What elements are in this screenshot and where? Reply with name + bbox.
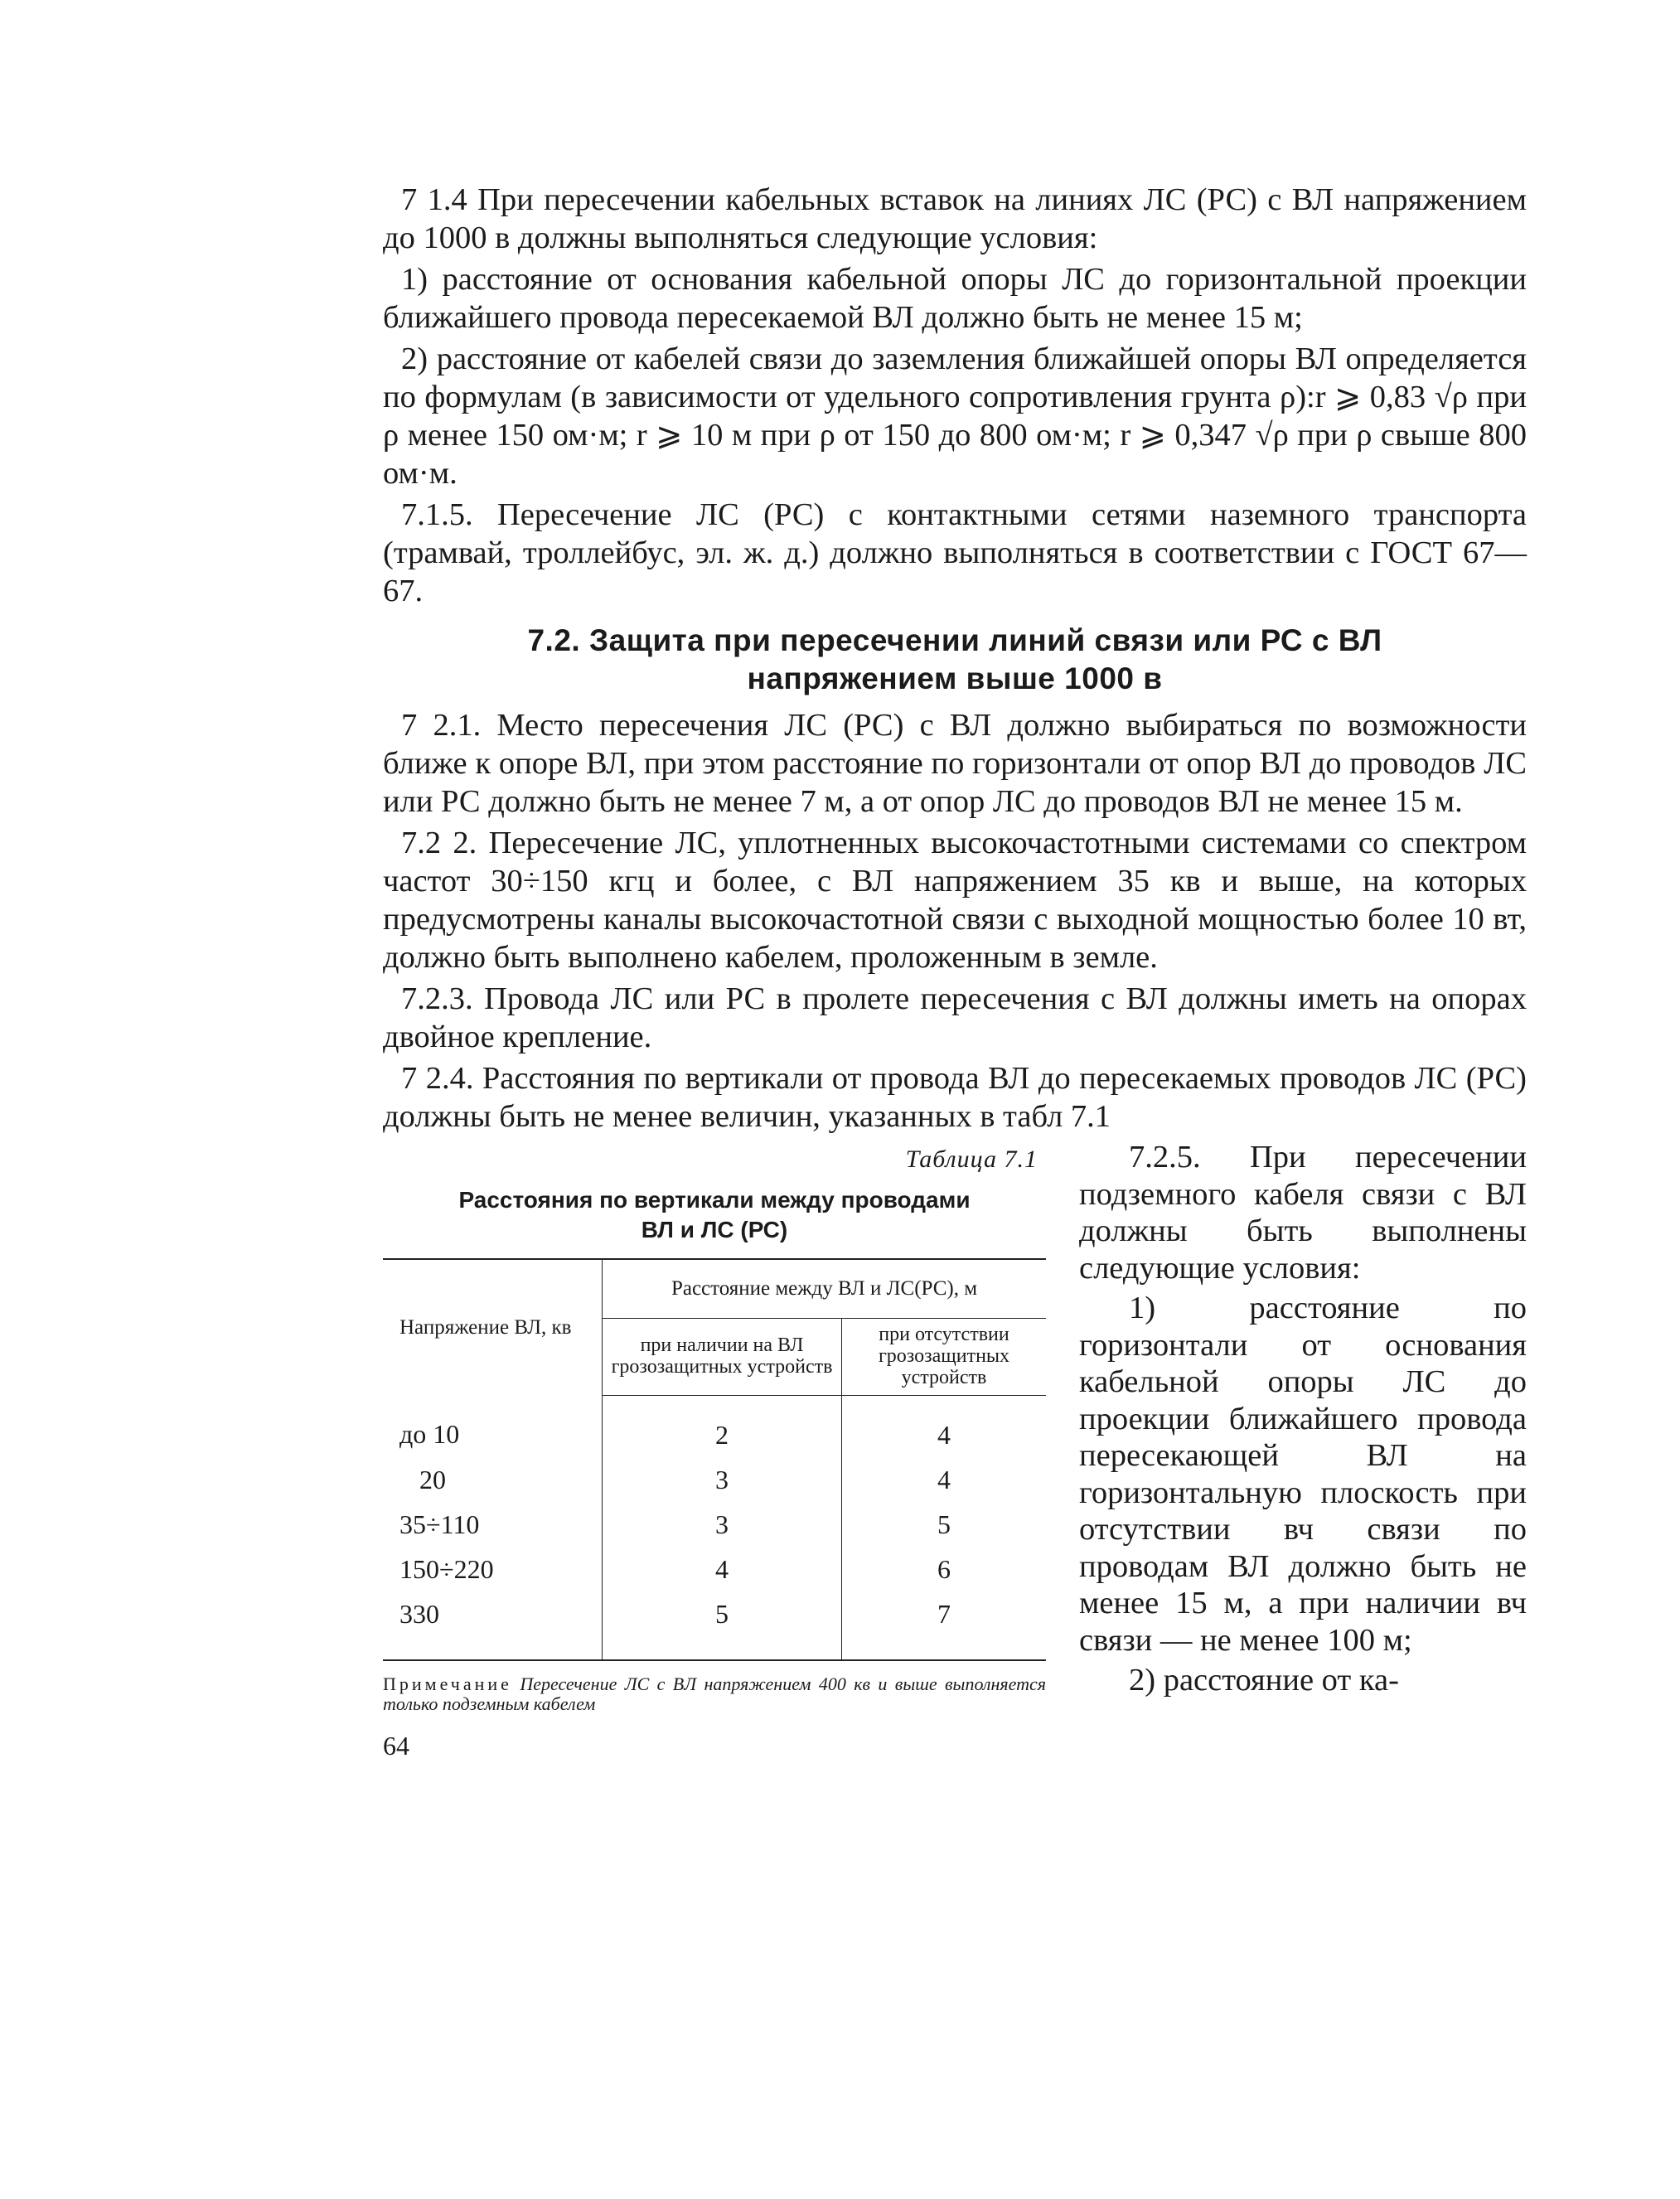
cell-voltage: 330	[383, 1591, 603, 1660]
column-header-without-protection: при отсутствии грозозащитных устройств	[842, 1319, 1047, 1396]
section-heading-7-2	[383, 622, 1527, 698]
table-note-lead: Примечание	[383, 1673, 512, 1694]
cell-voltage: 35÷110	[399, 1509, 480, 1539]
section-heading-line-1: 7.2. Защита при пересечении линий связи или РС с ВЛ	[527, 623, 1382, 657]
column-header-voltage: Напряжение ВЛ, кв	[383, 1259, 603, 1396]
column-group-header: Расстояние между ВЛ и ЛС(РС), м	[603, 1259, 1047, 1319]
cell-without-protection: 4	[937, 1419, 951, 1450]
table-row	[383, 1457, 1046, 1502]
paragraph-7-2-5: 7.2.5. При пересечении подземного кабеля связи с ВЛ должны быть выполнены следующие условия:	[1079, 1140, 1527, 1286]
table-title-line-1: Расстояния по вертикали между проводами	[458, 1187, 971, 1213]
cell-with-protection: 5	[603, 1591, 842, 1660]
table-row	[383, 1547, 1046, 1591]
cell-without-protection: 6	[937, 1553, 951, 1584]
table-label: Таблица 7.1	[905, 1146, 1038, 1173]
page-number: 64	[383, 1731, 409, 1761]
table-row	[383, 1396, 1046, 1458]
cell-voltage: 150÷220	[399, 1553, 494, 1584]
table-title-line-2: ВЛ и ЛС (РС)	[641, 1217, 788, 1242]
cell-voltage: до 10	[399, 1419, 460, 1450]
cell-with-protection: 3	[603, 1457, 842, 1502]
paragraph-7-2-5-item-1: 1) расстояние по горизонтали от основания кабельной опоры ЛС до проекции ближайшего провода пересекающей ВЛ на горизонтальную плоскость при отсутствии вч связи по проводам ВЛ должно быть не менее 15 м, а при наличии вч связи — не менее 100 м;	[1079, 1291, 1527, 1658]
table-column	[383, 1139, 1046, 1761]
table-row	[383, 1591, 1046, 1660]
cell-with-protection: 4	[603, 1547, 842, 1591]
cell-without-protection: 7	[842, 1591, 1047, 1660]
paragraph-7-2-1: 7 2.1. Место пересечения ЛС (РС) с ВЛ должно выбираться по возможности ближе к опоре ВЛ, при этом расстояние по горизонтали от опор ВЛ до проводов ЛС или РС должно быть не менее 7 м, а от опор ЛС до проводов ВЛ не менее 15 м.	[383, 708, 1527, 819]
table-title	[383, 1185, 1046, 1245]
paragraph-7-2-5-item-2: 2) расстояние от ка-	[1129, 1663, 1399, 1698]
cell-voltage: 20	[419, 1464, 446, 1494]
two-column-section	[383, 1139, 1527, 1761]
cell-with-protection: 2	[603, 1396, 842, 1458]
table-note-text: Пересечение ЛС с ВЛ напряжением 400 кв и выше выполняется только подземным кабелем	[383, 1673, 1046, 1714]
paragraph-7-2-3: 7.2.3. Провода ЛС или РС в пролете пересечения с ВЛ должны иметь на опорах двойное крепление.	[383, 981, 1527, 1054]
section-heading-line-2: напряжением выше 1000 в	[747, 661, 1163, 695]
cell-with-protection: 3	[603, 1502, 842, 1547]
column-header-with-protection: при наличии на ВЛ грозозащитных устройств	[603, 1319, 842, 1396]
paragraph-7-1-4-item-1: 1) расстояние от основания кабельной опоры ЛС до горизонтальной проекции ближайшего провода пересекаемой ВЛ должно быть не менее 15 м;	[383, 262, 1527, 335]
table-note	[383, 1674, 1046, 1714]
paragraph-7-1-4-item-2: 2) расстояние от кабелей связи до заземления ближайшей опоры ВЛ определяется по формулам (в зависимости от удельного сопротивления грунта ρ):r ⩾ 0,83 √ρ при ρ менее 150 ом·м; r ⩾ 10 м при ρ от 150 до 800 ом·м; r ⩾ 0,347 √ρ при ρ свыше 800 ом·м.	[383, 341, 1527, 491]
document-page	[383, 181, 1527, 1761]
distance-table	[383, 1258, 1046, 1661]
cell-without-protection: 4	[937, 1464, 951, 1494]
cell-without-protection: 5	[937, 1509, 951, 1539]
paragraph-7-2-4: 7 2.4. Расстояния по вертикали от провода ВЛ до пересекаемых проводов ЛС (РС) должны быть не менее величин, указанных в табл 7.1	[383, 1061, 1527, 1134]
paragraph-7-1-5: 7.1.5. Пересечение ЛС (РС) с контактными сетями наземного транспорта (трамвай, троллейбус, эл. ж. д.) должно выполняться в соответствии с ГОСТ 67—67.	[383, 497, 1527, 608]
table-row	[383, 1502, 1046, 1547]
text-column	[1079, 1139, 1527, 1761]
paragraph-7-2-2: 7.2 2. Пересечение ЛС, уплотненных высокочастотными системами со спектром частот 30÷150 кгц и более, с ВЛ напряжением 35 кв и выше, на которых предусмотрены каналы высокочастотной связи с выходной мощностью более 10 вт, должно быть выполнено кабелем, проложенным в земле.	[383, 826, 1527, 975]
paragraph-7-1-4: 7 1.4 При пересечении кабельных вставок на линиях ЛС (РС) с ВЛ напряжением до 1000 в должны выполняться следующие условия:	[383, 182, 1527, 255]
